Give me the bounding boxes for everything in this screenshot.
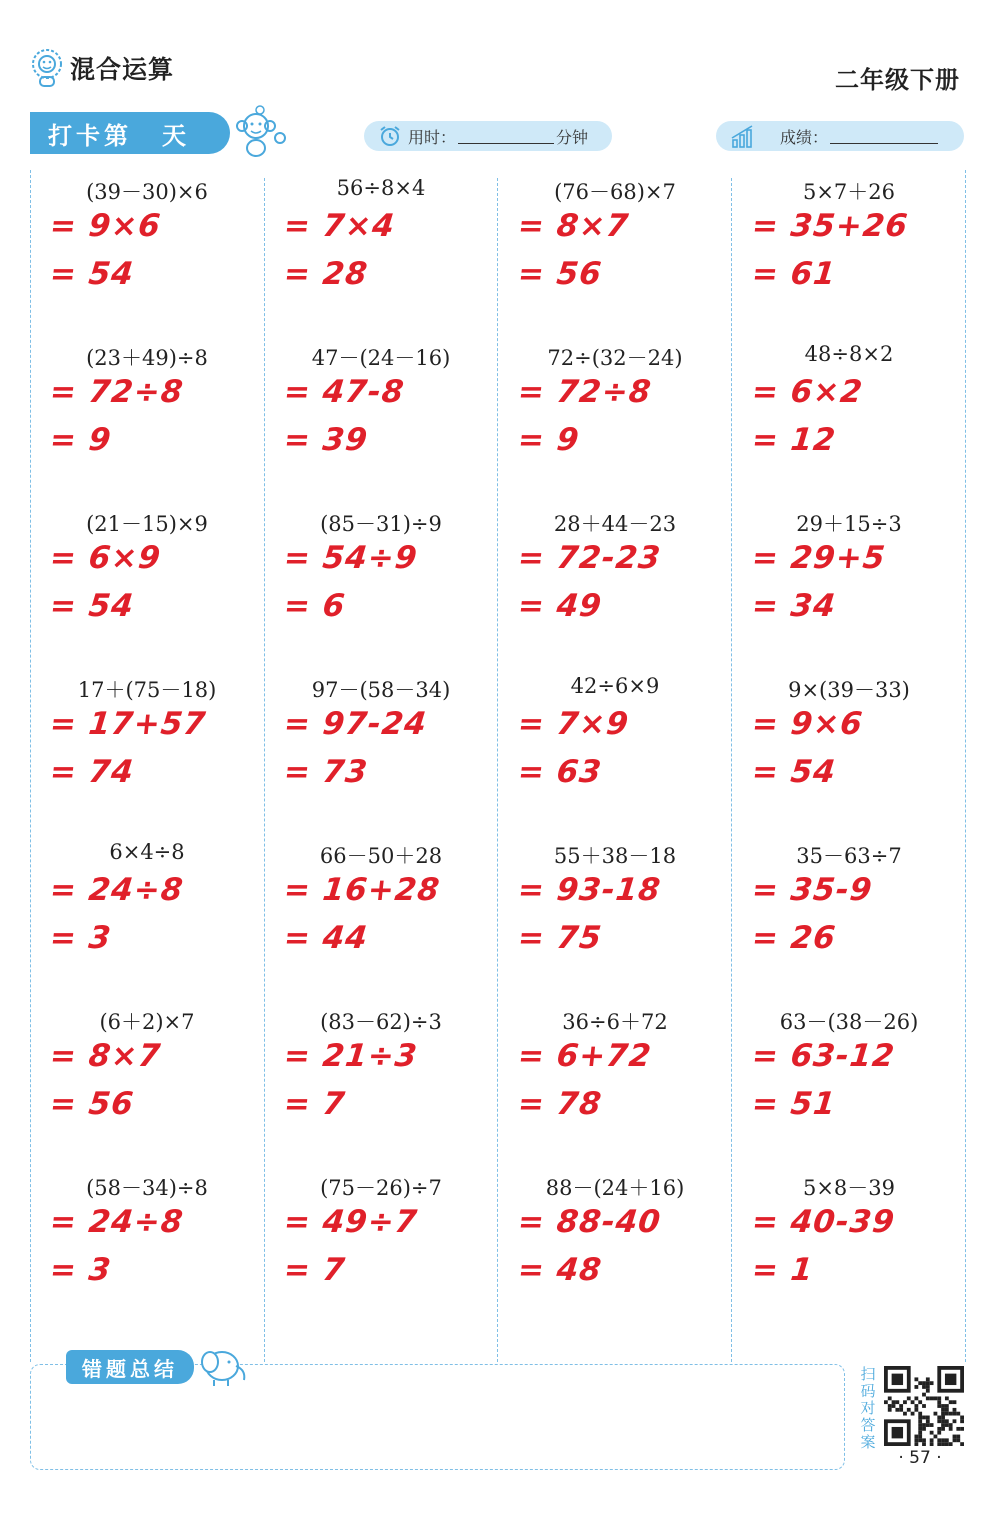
handwritten-answer: = 51 (750, 1086, 838, 1122)
problem-cell (264, 336, 498, 502)
handwritten-step-1: = 97-24 (282, 706, 429, 742)
handwritten-answer: = 7 (282, 1086, 348, 1122)
problem-cell (30, 1000, 264, 1166)
handwritten-answer: = 9 (516, 422, 582, 458)
handwritten-step-1: = 29+5 (750, 540, 888, 576)
problem-cell (498, 336, 732, 502)
problem-expression: (85－31)÷9 (320, 512, 442, 536)
handwritten-step-1: = 9×6 (750, 706, 865, 742)
handwritten-answer: = 56 (48, 1086, 136, 1122)
problem-expression: 17＋(75－18) (77, 678, 217, 702)
handwritten-step-1: = 7×9 (516, 706, 631, 742)
mistake-summary-title: 错题总结 (66, 1350, 194, 1384)
checkin-before: 打卡第 (48, 121, 132, 150)
problem-cell (732, 668, 966, 834)
handwritten-step-1: = 35-9 (750, 872, 875, 908)
problem-cell (498, 1000, 732, 1166)
handwritten-step-1: = 24÷8 (48, 1204, 186, 1240)
problem-cell (264, 1000, 498, 1166)
handwritten-step-1: = 16+28 (282, 872, 442, 908)
handwritten-step-1: = 35+26 (750, 208, 910, 244)
handwritten-answer: = 49 (516, 588, 604, 624)
problem-expression: (76－68)×7 (554, 180, 676, 204)
alarm-clock-icon (378, 125, 402, 147)
bar-chart-icon (730, 124, 758, 148)
handwritten-answer: = 54 (48, 256, 136, 292)
problem-expression: 48÷8×2 (804, 342, 894, 366)
handwritten-step-1: = 8×7 (516, 208, 631, 244)
checkin-after: 天 (162, 121, 190, 150)
handwritten-answer: = 75 (516, 920, 604, 956)
score-label: 成绩： (780, 127, 829, 147)
handwritten-answer: = 1 (750, 1252, 816, 1288)
handwritten-answer: = 61 (750, 256, 838, 292)
handwritten-answer: = 56 (516, 256, 604, 292)
problem-expression: (75－26)÷7 (320, 1176, 442, 1200)
problem-expression: 35－63÷7 (796, 844, 902, 868)
handwritten-step-1: = 6+72 (516, 1038, 654, 1074)
handwritten-step-1: = 72÷8 (516, 374, 654, 410)
handwritten-answer: = 44 (282, 920, 370, 956)
problem-cell (498, 834, 732, 1000)
qr-code-icon[interactable] (882, 1366, 966, 1446)
handwritten-answer: = 54 (48, 588, 136, 624)
time-field[interactable] (364, 121, 612, 151)
handwritten-step-1: = 21÷3 (282, 1038, 420, 1074)
problem-cell (732, 834, 966, 1000)
handwritten-answer: = 12 (750, 422, 838, 458)
handwritten-step-1: = 40-39 (750, 1204, 897, 1240)
checkin-banner (30, 112, 230, 154)
problem-cell (30, 668, 264, 834)
problem-expression: (58－34)÷8 (86, 1176, 208, 1200)
problem-expression: 5×8－39 (802, 1176, 896, 1200)
problem-expression: 88－(24＋16) (545, 1176, 685, 1200)
problem-expression: (23＋49)÷8 (86, 346, 208, 370)
handwritten-answer: = 54 (750, 754, 838, 790)
problem-expression: 55＋38－18 (553, 844, 677, 868)
problem-expression: 36÷6＋72 (562, 1010, 668, 1034)
grade-label: 二年级下册 (835, 66, 960, 94)
problem-expression: 56÷8×4 (336, 176, 426, 200)
problem-expression: 5×7＋26 (802, 180, 896, 204)
monkey-mascot-icon (232, 104, 292, 160)
handwritten-answer: = 9 (48, 422, 114, 458)
handwritten-step-1: = 93-18 (516, 872, 663, 908)
problem-cell (30, 1166, 264, 1332)
handwritten-answer: = 34 (750, 588, 838, 624)
handwritten-answer: = 63 (516, 754, 604, 790)
handwritten-step-1: = 63-12 (750, 1038, 897, 1074)
problem-expression: 66－50＋28 (319, 844, 443, 868)
problem-cell (732, 1166, 966, 1332)
handwritten-step-1: = 88-40 (516, 1204, 663, 1240)
problem-expression: (39－30)×6 (86, 180, 208, 204)
problem-expression: 47－(24－16) (311, 346, 451, 370)
time-label: 用时： (408, 127, 457, 147)
problem-cell (732, 170, 966, 336)
problem-cell (30, 336, 264, 502)
problem-cell (498, 170, 732, 336)
handwritten-step-1: = 6×2 (750, 374, 865, 410)
problem-expression: 97－(58－34) (311, 678, 451, 702)
qr-label: 扫码对答案 (860, 1365, 876, 1451)
problem-cell (264, 834, 498, 1000)
header-left (30, 48, 174, 88)
score-field[interactable] (716, 121, 964, 151)
handwritten-step-1: = 72-23 (516, 540, 663, 576)
problem-cell (498, 1166, 732, 1332)
handwritten-step-1: = 47-8 (282, 374, 407, 410)
problem-expression: 6×4÷8 (109, 840, 185, 864)
problem-cell (264, 668, 498, 834)
problem-cell (732, 502, 966, 668)
problem-cell (732, 336, 966, 502)
handwritten-step-1: = 24÷8 (48, 872, 186, 908)
page-title: 混合运算 (70, 55, 175, 84)
problem-cell (498, 502, 732, 668)
handwritten-step-1: = 49÷7 (282, 1204, 420, 1240)
problem-expression: 42÷6×9 (570, 674, 660, 698)
handwritten-step-1: = 54÷9 (282, 540, 420, 576)
problem-cell (264, 1166, 498, 1332)
problem-cell (498, 668, 732, 834)
time-blank[interactable] (458, 129, 554, 144)
handwritten-answer: = 39 (282, 422, 370, 458)
problem-cell (264, 502, 498, 668)
problem-expression: (83－62)÷3 (320, 1010, 442, 1034)
handwritten-answer: = 3 (48, 1252, 114, 1288)
handwritten-answer: = 26 (750, 920, 838, 956)
handwritten-answer: = 48 (516, 1252, 604, 1288)
handwritten-answer: = 78 (516, 1086, 604, 1122)
problem-expression: 72÷(32－24) (547, 346, 683, 370)
handwritten-step-1: = 72÷8 (48, 374, 186, 410)
problem-expression: 28＋44－23 (553, 512, 677, 536)
problem-cell (30, 502, 264, 668)
handwritten-answer: = 7 (282, 1252, 348, 1288)
page-number: · 57 · (898, 1448, 942, 1468)
handwritten-answer: = 28 (282, 256, 370, 292)
handwritten-step-1: = 8×7 (48, 1038, 163, 1074)
handwritten-answer: = 73 (282, 754, 370, 790)
handwritten-step-1: = 6×9 (48, 540, 163, 576)
lion-mascot-icon (30, 48, 64, 88)
handwritten-answer: = 74 (48, 754, 136, 790)
handwritten-step-1: = 9×6 (48, 208, 163, 244)
problem-expression: 63－(38－26) (779, 1010, 919, 1034)
handwritten-answer: = 6 (282, 588, 348, 624)
problem-cell (264, 170, 498, 336)
problem-grid (30, 170, 966, 1360)
elephant-mascot-icon (196, 1344, 252, 1388)
handwritten-step-1: = 7×4 (282, 208, 397, 244)
problem-cell (30, 834, 264, 1000)
problem-cell (732, 1000, 966, 1166)
handwritten-step-1: = 17+57 (48, 706, 208, 742)
problem-expression: 29＋15÷3 (796, 512, 902, 536)
handwritten-answer: = 3 (48, 920, 114, 956)
problem-expression: (21－15)×9 (86, 512, 208, 536)
problem-cell (30, 170, 264, 336)
time-unit: 分钟 (556, 127, 589, 147)
problem-expression: (6＋2)×7 (99, 1010, 195, 1034)
score-blank[interactable] (830, 129, 938, 144)
problem-expression: 9×(39－33) (788, 678, 910, 702)
